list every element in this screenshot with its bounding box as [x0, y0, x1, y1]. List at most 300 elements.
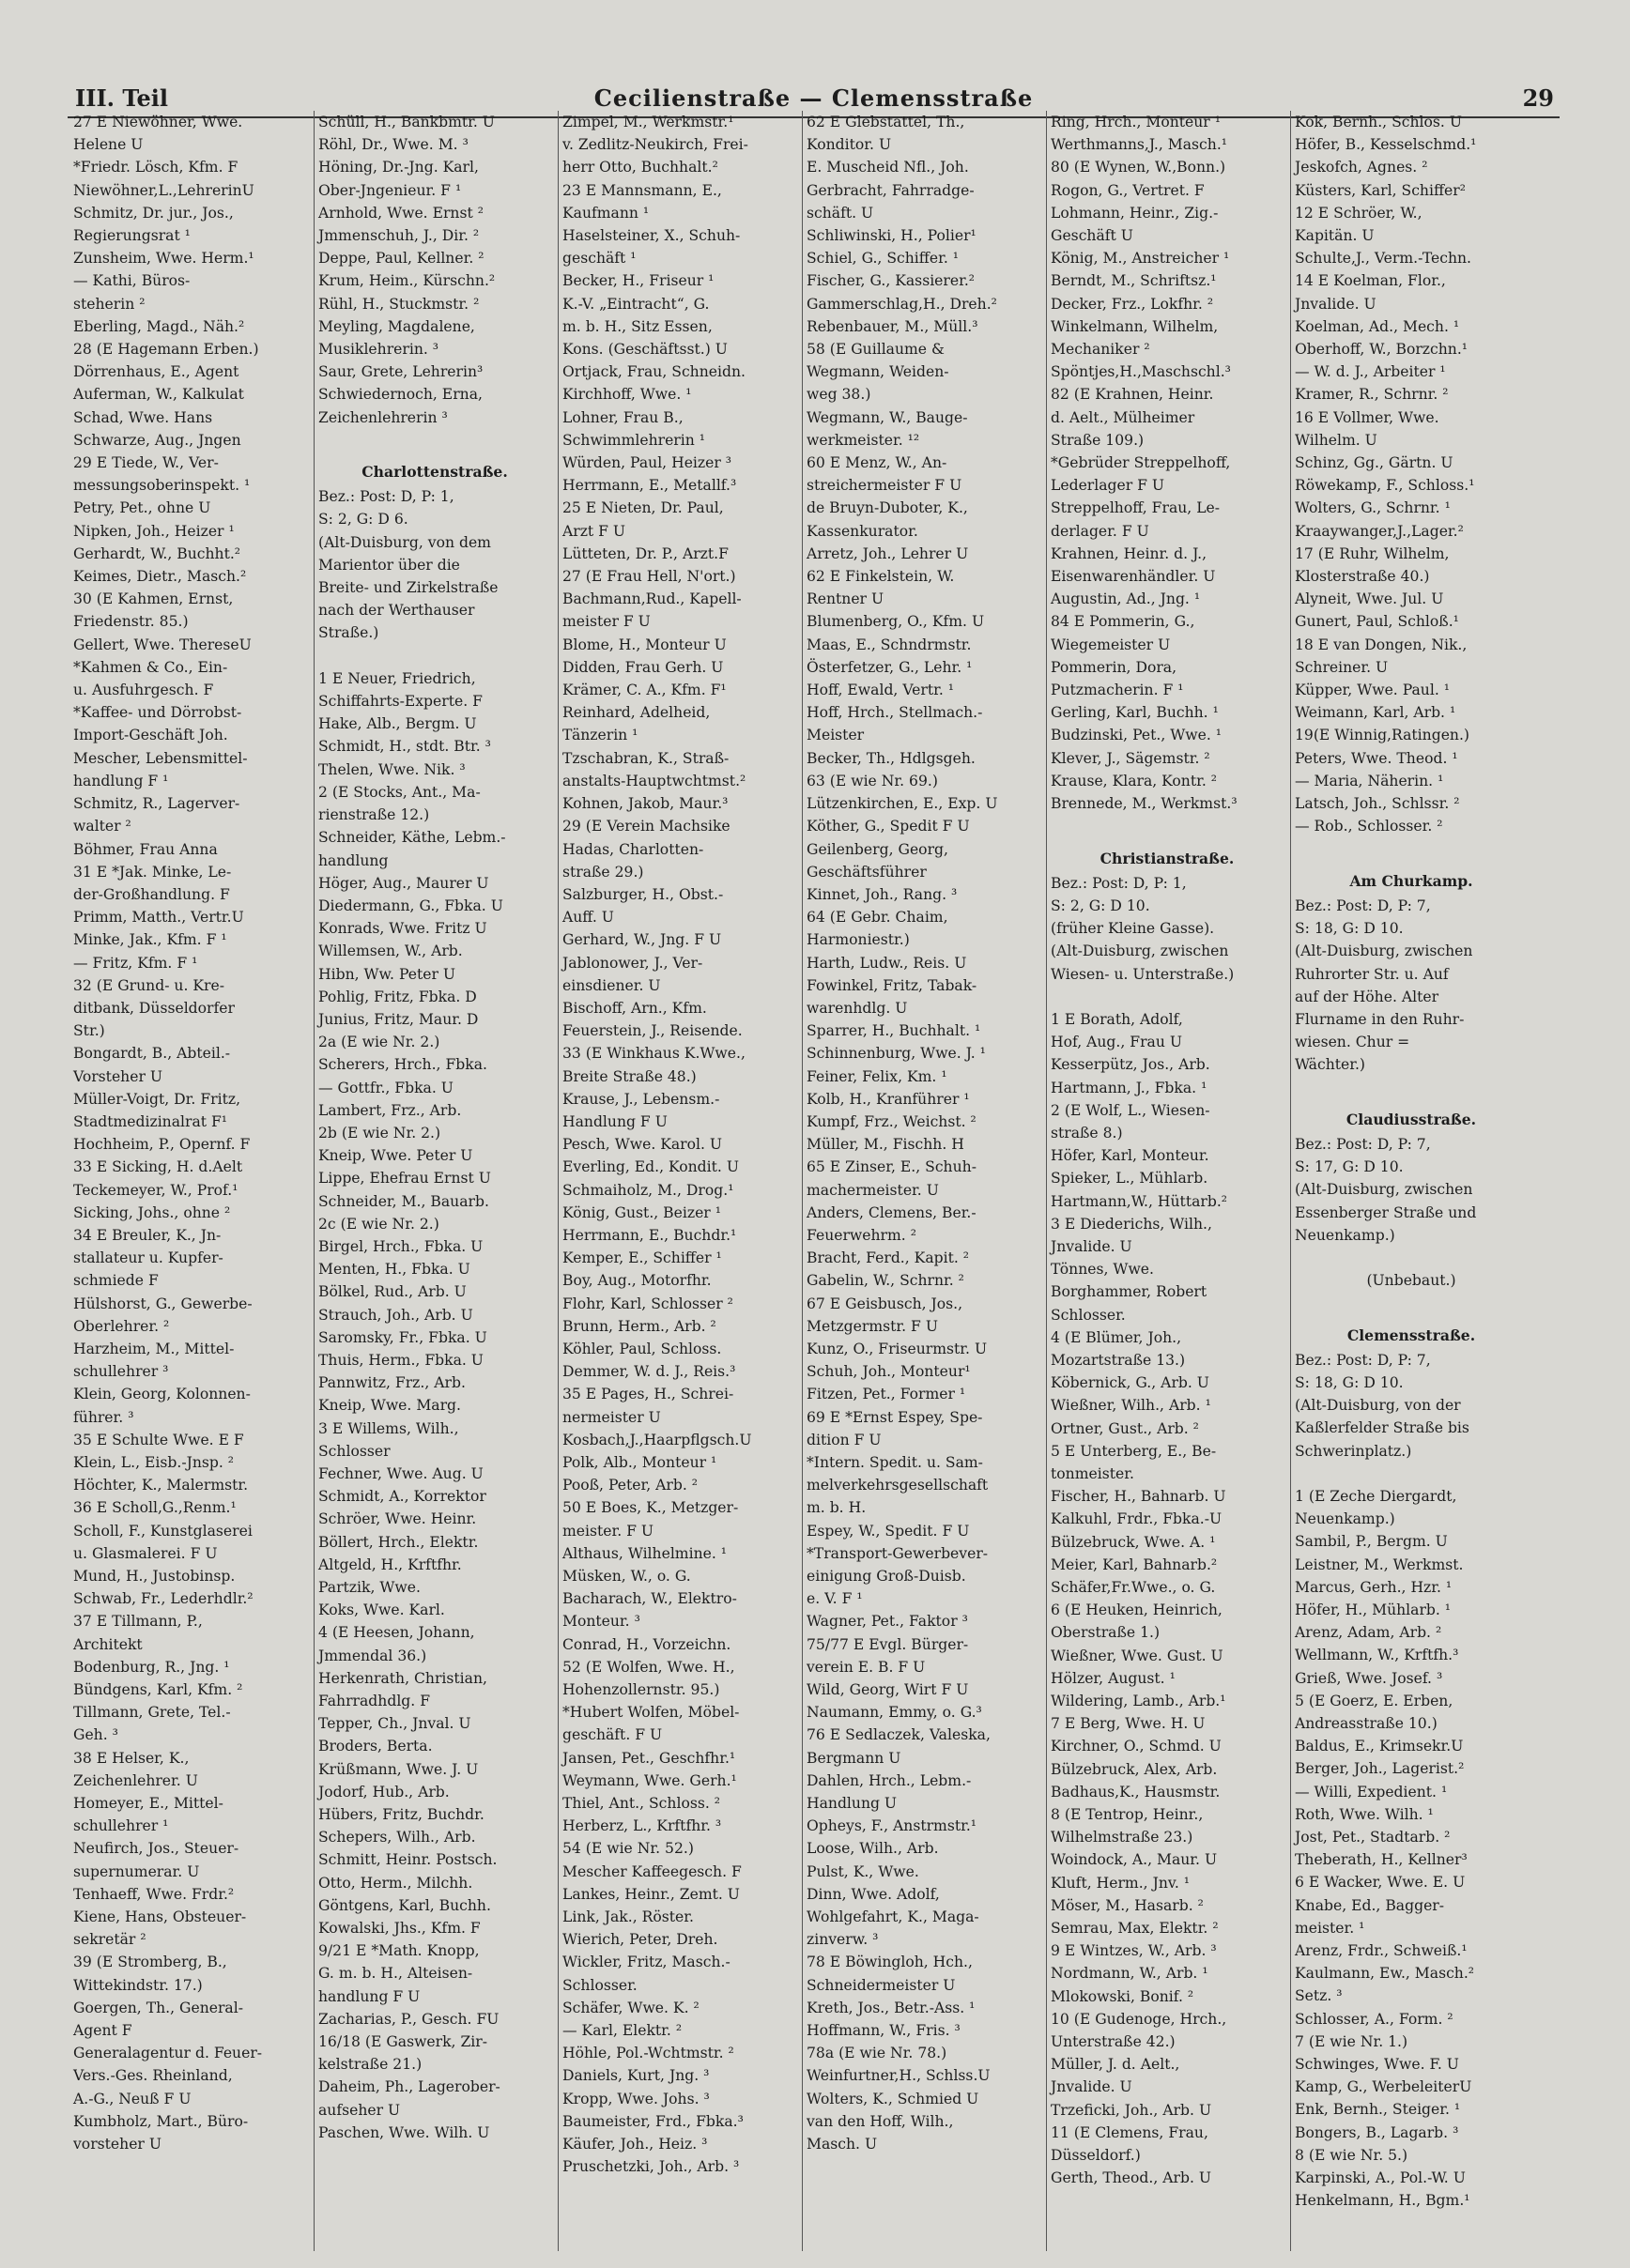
- directory-entry-line: Espey, W., Spedit. F U: [807, 1522, 970, 1540]
- directory-entry-line: Thiel, Ant., Schloss. ²: [562, 1795, 721, 1813]
- directory-entry-line: Bez.: Post: D, P: 1,: [318, 488, 454, 506]
- directory-entry-line: Bez.: Post: D, P: 7,: [1295, 1135, 1431, 1153]
- directory-entry-line: Wierich, Peter, Dreh.: [562, 1931, 718, 1949]
- directory-entry-line: S: 17, G: D 10.: [1295, 1158, 1404, 1176]
- directory-entry-line: Hake, Alb., Bergm. U: [318, 715, 477, 733]
- directory-entry-line: Budzinski, Pet., Wwe. ¹: [1051, 727, 1222, 744]
- directory-entry-line: Möser, M., Hasarb. ²: [1051, 1896, 1204, 1914]
- directory-entry-line: 3 E Willems, Wilh.,: [318, 1419, 459, 1437]
- directory-entry-line: Kaßlerfelder Straße bis: [1295, 1419, 1469, 1437]
- directory-entry-line: Bez.: Post: D, P: 7,: [1295, 896, 1431, 914]
- directory-entry-line: 27 (E Frau Hell, N'ort.): [562, 568, 736, 586]
- directory-entry-line: 28 (E Hagemann Erben.): [73, 341, 259, 359]
- directory-entry-line: Geschäft U: [1051, 227, 1133, 245]
- directory-entry-line: Kirchhoff, Wwe. ¹: [562, 386, 692, 404]
- directory-entry-line: Trzeficki, Joh., Arb. U: [1051, 2101, 1212, 2119]
- directory-entry-line: Jnvalide. U: [1051, 1237, 1132, 1255]
- directory-entry-line: Mund, H., Justobinsp.: [73, 1568, 236, 1585]
- directory-entry-line: Müsken, W., o. G.: [562, 1568, 691, 1585]
- directory-entry-line: Krause, Klara, Kontr. ²: [1051, 772, 1218, 789]
- directory-entry-line: Gerbracht, Fahrradge-: [807, 181, 975, 199]
- directory-entry-line: Breite- und Zirkelstraße: [318, 579, 499, 597]
- directory-entry-line: Gerhardt, W., Buchht.²: [73, 544, 241, 562]
- directory-entry-line: Didden, Frau Gerh. U: [562, 658, 724, 676]
- directory-entry-line: Hoff, Ewald, Vertr. ¹: [807, 682, 955, 699]
- directory-entry-line: schullehrer ³: [73, 1363, 169, 1381]
- directory-entry-line: Sparrer, H., Buchhalt. ¹: [807, 1022, 981, 1040]
- directory-entry-line: 3 E Diederichs, Wilh.,: [1051, 1215, 1212, 1233]
- directory-entry-line: S: 18, G: D 10.: [1295, 920, 1404, 938]
- directory-entry-line: Wilhelm. U: [1295, 431, 1377, 449]
- street-range-title: Cecilienstraße — Clemensstraße: [593, 84, 1034, 112]
- directory-entry-line: Gunert, Paul, Schloß.¹: [1295, 613, 1459, 631]
- directory-entry-line: Ortner, Gust., Arb. ²: [1051, 1419, 1199, 1437]
- directory-entry-line: Pannwitz, Frz., Arb.: [318, 1374, 466, 1392]
- directory-entry-line: Setz. ³: [1295, 1987, 1343, 2005]
- directory-entry-line: Käufer, Joh., Heiz. ³: [562, 2136, 708, 2153]
- directory-entry-line: Kapitän. U: [1295, 227, 1375, 245]
- directory-entry-line: 37 E Tillmann, P.,: [73, 1613, 203, 1631]
- directory-entry-line: 54 (E wie Nr. 52.): [562, 1840, 694, 1858]
- part-label: III. Teil: [75, 84, 168, 112]
- directory-entry-line: Marientor über die: [318, 556, 460, 574]
- directory-entry-line: Unterstraße 42.): [1051, 2033, 1176, 2051]
- directory-entry-line: verein E. B. F U: [807, 1658, 926, 1676]
- directory-entry-line: Kneip, Wwe. Marg.: [318, 1397, 461, 1415]
- directory-entry-line: — Willi, Expedient. ¹: [1295, 1783, 1448, 1801]
- directory-entry-line: Wohlgefahrt, K., Maga-: [807, 1908, 979, 1926]
- directory-entry-line: — Kathi, Büros-: [73, 272, 191, 290]
- directory-entry-line: Thelen, Wwe. Nik. ³: [318, 760, 466, 778]
- directory-entry-line: (Alt-Duisburg, zwischen: [1051, 942, 1229, 960]
- directory-entry-line: 14 E Koelman, Flor.,: [1295, 272, 1446, 290]
- directory-entry-line: Brennede, M., Werkmst.³: [1051, 795, 1238, 813]
- directory-entry-line: Schwiedernoch, Erna,: [318, 386, 483, 404]
- directory-entry-line: Zunsheim, Wwe. Herm.¹: [73, 250, 254, 268]
- directory-entry-line: Bongers, B., Lagarb. ³: [1295, 2123, 1459, 2141]
- directory-entry-line: Lederlager F U: [1051, 477, 1165, 495]
- directory-entry-line: Zeichenlehrer. U: [73, 1771, 198, 1789]
- directory-entry-line: Musiklehrerin. ³: [318, 341, 439, 359]
- directory-entry-line: Haselsteiner, X., Schuh-: [562, 227, 741, 245]
- directory-entry-line: 16/18 (E Gaswerk, Zir-: [318, 2033, 488, 2051]
- directory-entry-line: Polk, Alb., Monteur ¹: [562, 1453, 717, 1471]
- directory-entry-line: 6 (E Heuken, Heinrich,: [1051, 1601, 1222, 1619]
- directory-entry-line: — W. d. J., Arbeiter ¹: [1295, 363, 1446, 381]
- directory-entry-line: Lützenkirchen, E., Exp. U: [807, 795, 998, 813]
- directory-entry-line: Altgeld, H., Krftfhr.: [318, 1555, 462, 1573]
- directory-entry-line: Weinfurtner,H., Schlss.U: [807, 2067, 991, 2085]
- directory-entry-line: Kneip, Wwe. Peter U: [318, 1147, 473, 1165]
- directory-entry-line: König, M., Anstreicher ¹: [1051, 250, 1230, 268]
- directory-entry-line: Schwarze, Aug., Jngen: [73, 431, 241, 449]
- directory-entry-line: 65 E Zinser, E., Schuh-: [807, 1158, 976, 1176]
- directory-entry-line: Arzt F U: [562, 522, 626, 540]
- directory-entry-line: Neufirch, Jos., Steuer-: [73, 1840, 239, 1858]
- directory-entry-line: weg 38.): [807, 386, 871, 404]
- spacer: [1047, 815, 1284, 837]
- directory-entry-line: Andreasstraße 10.): [1295, 1715, 1438, 1733]
- directory-entry-line: stallateur u. Kupfer-: [73, 1249, 223, 1267]
- directory-entry-line: Bergmann U: [807, 1749, 901, 1767]
- directory-entry-line: Peters, Wwe. Theod. ¹: [1295, 749, 1458, 767]
- directory-entry-line: 1 (E Zeche Diergardt,: [1295, 1487, 1457, 1505]
- directory-entry-line: u. Glasmalerei. F U: [73, 1544, 218, 1562]
- directory-entry-line: Augustin, Ad., Jng. ¹: [1051, 590, 1201, 608]
- directory-entry-line: Schlosser, A., Form. ²: [1295, 2010, 1453, 2028]
- directory-entry-line: Wießner, Wilh., Arb. ¹: [1051, 1397, 1211, 1415]
- directory-entry-line: Handlung F U: [562, 1112, 668, 1130]
- directory-entry-line: Wolters, G., Schrnr. ¹: [1295, 499, 1451, 517]
- directory-entry-line: Kosbach,J.,Haarpflgsch.U: [562, 1431, 752, 1448]
- directory-entry-line: tonmeister.: [1051, 1464, 1134, 1482]
- directory-entry-line: 50 E Boes, K., Metzger-: [562, 1499, 739, 1517]
- directory-entry-line: Rühl, H., Stuckmstr. ²: [318, 295, 480, 313]
- directory-entry-line: Winkelmann, Wilhelm,: [1051, 317, 1219, 335]
- directory-entry-line: Spieker, L., Mühlarb.: [1051, 1170, 1208, 1188]
- directory-entry-line: Krüßmann, Wwe. J. U: [318, 1760, 479, 1778]
- directory-entry-line: Kalkuhl, Frdr., Fbka.-U: [1051, 1510, 1222, 1528]
- directory-entry-line: Schwab, Fr., Lederhdlr.²: [73, 1590, 254, 1608]
- directory-entry-line: Kumpf, Frz., Weichst. ²: [807, 1112, 976, 1130]
- street-heading: Christianstraße.: [1099, 849, 1235, 867]
- directory-entry-line: 8 (E Tentrop, Heinr.,: [1051, 1806, 1204, 1824]
- directory-entry-line: Leistner, M., Werkmst.: [1295, 1555, 1464, 1573]
- directory-entry-line: (Alt-Duisburg, von dem: [318, 533, 491, 551]
- directory-entry-line: zinverw. ³: [807, 1931, 879, 1949]
- directory-entry-line: Tenhaeff, Wwe. Frdr.²: [73, 1885, 235, 1903]
- directory-entry-line: *Kahmen & Co., Ein-: [73, 658, 228, 676]
- column-1: [69, 111, 306, 2251]
- directory-entry-line: schmiede F: [73, 1272, 159, 1290]
- directory-entry-line: Berger, Joh., Lagerist.²: [1295, 1760, 1465, 1778]
- directory-entry-line: Becker, H., Friseur ¹: [562, 272, 715, 290]
- directory-entry-line: Schneider, Käthe, Lebm.-: [318, 829, 506, 847]
- directory-entry-line: Ortjack, Frau, Schneidn.: [562, 363, 746, 381]
- directory-entry-line: Nipken, Joh., Heizer ¹: [73, 522, 235, 540]
- directory-entry-line: Masch. U: [807, 2136, 878, 2153]
- directory-entry-line: Wickler, Fritz, Masch.-: [562, 1954, 730, 1971]
- directory-entry-line: Willemsen, W., Arb.: [318, 942, 463, 960]
- directory-entry-line: Althaus, Wilhelmine. ¹: [562, 1544, 728, 1562]
- directory-entry-line: Krum, Heim., Kürschn.²: [318, 272, 496, 290]
- directory-entry-line: Daheim, Ph., Lagerober-: [318, 2078, 500, 2096]
- directory-entry-line: 5 E Unterberg, E., Be-: [1051, 1442, 1217, 1460]
- directory-entry-line: Meier, Karl, Bahnarb.²: [1051, 1555, 1218, 1573]
- directory-entry-line: Köbernick, G., Arb. U: [1051, 1374, 1209, 1392]
- directory-entry-line: Fechner, Wwe. Aug. U: [318, 1464, 484, 1482]
- directory-entry-line: Fischer, H., Bahnarb. U: [1051, 1488, 1226, 1506]
- directory-entry-line: geschäft ¹: [562, 250, 637, 268]
- directory-entry-line: nach der Werthauser: [318, 602, 475, 620]
- directory-entry-line: Rentner U: [807, 590, 884, 608]
- directory-entry-line: Jmmendal 36.): [318, 1647, 427, 1664]
- directory-entry-line: Menten, H., Fbka. U: [318, 1261, 470, 1279]
- directory-entry-line: Karpinski, A., Pol.-W. U: [1295, 2169, 1466, 2187]
- column-2: [314, 111, 551, 2251]
- directory-entry-line: Oberhoff, W., Borzchn.¹: [1295, 341, 1469, 359]
- directory-entry-line: Arretz, Joh., Lehrer U: [807, 544, 969, 562]
- spacer: [1291, 1292, 1528, 1314]
- directory-entry-line: schäft. U: [807, 204, 874, 222]
- directory-entry-line: Junius, Fritz, Maur. D: [318, 1010, 479, 1028]
- directory-entry-line: Höger, Aug., Maurer U: [318, 874, 489, 892]
- directory-entry-line: handlung: [318, 851, 389, 869]
- directory-entry-line: Roth, Wwe. Wilh. ¹: [1295, 1805, 1434, 1823]
- directory-entry-line: dition F U: [807, 1431, 882, 1448]
- directory-entry-line: Geschäftsführer: [807, 863, 927, 881]
- directory-entry-line: Müller, M., Fischh. H: [807, 1136, 964, 1154]
- directory-entry-line: Würden, Paul, Heizer ³: [562, 454, 732, 472]
- directory-entry-line: Schwimmlehrerin ¹: [562, 431, 706, 449]
- directory-entry-line: 78 E Böwingloh, Hch.,: [807, 1954, 973, 1971]
- spacer: [315, 645, 551, 667]
- directory-entry-line: anstalts-Hauptwchtmst.²: [562, 772, 746, 789]
- directory-entry-line: Jablonower, J., Ver-: [562, 954, 703, 972]
- spacer: [1291, 1463, 1528, 1485]
- directory-entry-line: Kaulmann, Ew., Masch.²: [1295, 1965, 1475, 1983]
- page-number: 29: [1522, 84, 1554, 112]
- directory-entry-line: 29 E Tiede, W., Ver-: [73, 454, 219, 472]
- directory-entry-line: Kumbholz, Mart., Büro-: [73, 2112, 249, 2130]
- directory-entry-line: Petry, Pet., ohne U: [73, 499, 211, 517]
- directory-entry-line: wiesen. Chur =: [1295, 1034, 1410, 1051]
- directory-entry-line: Mozartstraße 13.): [1051, 1351, 1186, 1369]
- directory-entry-line: *Friedr. Lösch, Kfm. F: [73, 159, 238, 176]
- directory-entry-line: Konditor. U: [807, 136, 892, 154]
- directory-entry-line: Vers.-Ges. Rheinland,: [73, 2067, 233, 2085]
- street-heading: Claudiusstraße.: [1346, 1110, 1477, 1128]
- directory-entry-line: Müller-Voigt, Dr. Fritz,: [73, 1090, 241, 1108]
- directory-entry-line: Schinnenburg, Wwe. J. ¹: [807, 1045, 986, 1063]
- directory-entry-line: Wagner, Pet., Faktor ³: [807, 1613, 968, 1631]
- directory-entry-line: Krämer, C. A., Kfm. F¹: [562, 682, 727, 699]
- directory-entry-line: Maas, E., Schndrmstr.: [807, 636, 972, 653]
- directory-entry-line: Jmmenschuh, J., Dir. ²: [318, 227, 480, 245]
- directory-entry-line: Höning, Dr.-Jng. Karl,: [318, 159, 479, 176]
- directory-entry-line: Wiesen- u. Unterstraße.): [1051, 965, 1235, 983]
- directory-entry-line: 16 E Vollmer, Wwe.: [1295, 408, 1439, 426]
- directory-entry-line: Henkelmann, H., Bgm.¹: [1295, 2192, 1470, 2210]
- directory-entry-line: Knabe, Ed., Bagger-: [1295, 1896, 1445, 1914]
- directory-entry-line: de Bruyn-Duboter, K.,: [807, 499, 968, 517]
- directory-entry-line: Rogon, G., Vertret. F: [1051, 181, 1205, 199]
- directory-entry-line: führer. ³: [73, 1408, 134, 1426]
- directory-entry-line: Monteur. ³: [562, 1613, 640, 1631]
- directory-entry-line: Enk, Bernh., Steiger. ¹: [1295, 2101, 1461, 2119]
- directory-entry-line: Harth, Ludw., Reis. U: [807, 954, 967, 972]
- directory-entry-line: 62 E Glebstattel, Th.,: [807, 114, 965, 130]
- directory-entry-line: Kemper, E., Schiffer ¹: [562, 1249, 722, 1267]
- directory-entry-line: 5 (E Goerz, E. Erben,: [1295, 1692, 1453, 1709]
- directory-entry-line: supernumerar. U: [73, 1862, 200, 1880]
- directory-entry-line: A.-G., Neuß F U: [73, 2090, 192, 2107]
- directory-entry-line: 19(E Winnig,Ratingen.): [1295, 727, 1470, 744]
- directory-entry-line: Putzmacherin. F ¹: [1051, 682, 1184, 699]
- directory-entry-line: Kinnet, Joh., Rang. ³: [807, 885, 958, 903]
- directory-entry-line: 38 E Helser, K.,: [73, 1749, 190, 1767]
- directory-entry-line: Baumeister, Frd., Fbka.³: [562, 2112, 744, 2130]
- directory-entry-line: — Gottfr., Fbka. U: [318, 1079, 454, 1096]
- directory-entry-line: 62 E Finkelstein, W.: [807, 568, 955, 586]
- directory-entry-line: Ruhrorter Str. u. Auf: [1295, 965, 1449, 983]
- directory-entry-line: meister. ¹: [1295, 1919, 1365, 1937]
- directory-entry-line: Sambil, P., Bergm. U: [1295, 1533, 1448, 1551]
- directory-entry-line: Hartmann,W., Hüttarb.²: [1051, 1192, 1228, 1210]
- directory-entry-line: straße 29.): [562, 863, 644, 881]
- directory-entry-line: Wild, Georg, Wirt F U: [807, 1681, 969, 1699]
- directory-entry-line: Gerth, Theod., Arb. U: [1051, 2169, 1212, 2187]
- directory-entry-line: 75/77 E Evgl. Bürger-: [807, 1635, 969, 1653]
- directory-entry-line: Becker, Th., Hdlgsgeh.: [807, 749, 976, 767]
- directory-entry-line: Herrmann, E., Metallf.³: [562, 477, 737, 495]
- directory-entry-line: d. Aelt., Mülheimer: [1051, 408, 1195, 426]
- directory-entry-line: Blome, H., Monteur U: [562, 636, 727, 653]
- directory-entry-line: Geh. ³: [73, 1726, 118, 1744]
- directory-entry-line: Bischoff, Arn., Kfm.: [562, 999, 707, 1017]
- directory-entry-line: Kons. (Geschäftsst.) U: [562, 341, 728, 359]
- directory-entry-line: 30 (E Kahmen, Ernst,: [73, 590, 234, 608]
- directory-entry-line: warenhdlg. U: [807, 999, 908, 1017]
- directory-entry-line: Salzburger, H., Obst.-: [562, 885, 724, 903]
- directory-entry-line: — Rob., Schlosser. ²: [1295, 818, 1443, 835]
- directory-entry-line: Gerhard, W., Jng. F U: [562, 931, 722, 949]
- directory-entry-line: Flohr, Karl, Schlosser ²: [562, 1295, 733, 1312]
- directory-entry-line: *Hubert Wolfen, Möbel-: [562, 1704, 740, 1722]
- directory-entry-line: Böllert, Hrch., Elektr.: [318, 1533, 479, 1551]
- directory-entry-line: Ring, Hrch., Monteur ¹: [1051, 114, 1221, 130]
- directory-entry-line: Hohenzollernstr. 95.): [562, 1681, 720, 1699]
- directory-entry-line: Kowalski, Jhs., Kfm. F: [318, 1920, 481, 1938]
- directory-entry-line: Höhle, Pol.-Wchtmstr. ²: [562, 2045, 734, 2062]
- directory-entry-line: 63 (E wie Nr. 69.): [807, 772, 938, 789]
- directory-entry-line: Tillmann, Grete, Tel.-: [73, 1704, 231, 1722]
- directory-entry-line: Schliwinski, H., Polier¹: [807, 227, 976, 245]
- directory-entry-line: 60 E Menz, W., An-: [807, 454, 947, 472]
- directory-entry-line: der-Großhandlung. F: [73, 885, 230, 903]
- directory-entry-line: Schiffahrts-Experte. F: [318, 693, 483, 711]
- directory-entry-line: Bachmann,Rud., Kapell-: [562, 590, 742, 608]
- directory-entry-line: Auff. U: [562, 909, 614, 927]
- directory-entry-line: Daniels, Kurt, Jng. ³: [562, 2067, 710, 2085]
- directory-entry-line: Hölzer, August. ¹: [1051, 1669, 1176, 1687]
- directory-note: (Unbebaut.): [1366, 1272, 1456, 1290]
- directory-entry-line: Link, Jak., Röster.: [562, 1908, 694, 1926]
- directory-entry-line: Bez.: Post: D, P: 1,: [1051, 874, 1187, 892]
- directory-entry-line: Müller, J. d. Aelt.,: [1051, 2056, 1180, 2074]
- directory-entry-line: 31 E *Jak. Minke, Le-: [73, 863, 232, 881]
- directory-entry-line: Kirchner, O., Schmd. U: [1051, 1738, 1222, 1755]
- directory-entry-line: Oberstraße 1.): [1051, 1624, 1161, 1642]
- directory-entry-line: Kesserpütz, Jos., Arb.: [1051, 1056, 1210, 1074]
- directory-entry-line: Arenz, Frdr., Schweiß.¹: [1295, 1942, 1468, 1960]
- directory-entry-line: Tepper, Ch., Jnval. U: [318, 1715, 471, 1733]
- directory-entry-line: 18 E van Dongen, Nik.,: [1295, 636, 1468, 653]
- directory-entry-line: Zacharias, P., Gesch. FU: [318, 2010, 500, 2028]
- directory-entry-line: 1 E Neuer, Friedrich,: [318, 669, 476, 687]
- directory-entry-line: Mescher, Lebensmittel-: [73, 749, 248, 767]
- directory-entry-line: 6 E Wacker, Wwe. E. U: [1295, 1874, 1466, 1892]
- directory-entry-line: Mlokowski, Bonif. ²: [1051, 1987, 1194, 2005]
- directory-entry-line: Harzheim, M., Mittel-: [73, 1340, 235, 1357]
- directory-entry-line: Jodorf, Hub., Arb.: [318, 1783, 450, 1801]
- directory-entry-line: Opheys, F., Anstrmstr.¹: [807, 1817, 977, 1835]
- directory-entry-line: Pruschetzki, Joh., Arb. ³: [562, 2158, 740, 2176]
- directory-entry-line: 34 E Breuler, K., Jn-: [73, 1226, 222, 1244]
- directory-entry-line: Schepers, Wilh., Arb.: [318, 1829, 476, 1847]
- directory-entry-line: Hartmann, J., Fbka. ¹: [1051, 1079, 1207, 1096]
- directory-entry-line: Auferman, W., Kalkulat: [73, 386, 244, 404]
- directory-entry-line: Herberz, L., Krftfhr. ³: [562, 1817, 722, 1835]
- directory-entry-line: Berndt, M., Schriftsz.¹: [1051, 272, 1217, 290]
- directory-entry-line: 25 E Nieten, Dr. Paul,: [562, 499, 724, 517]
- directory-entry-line: Hübers, Fritz, Buchdr.: [318, 1806, 484, 1824]
- directory-entry-line: Bülzebruck, Alex, Arb.: [1051, 1760, 1218, 1778]
- directory-entry-line: *Transport-Gewerbever-: [807, 1544, 989, 1562]
- directory-entry-line: Semrau, Max, Elektr. ²: [1051, 1920, 1219, 1938]
- directory-entry-line: Sicking, Johs., ohne ²: [73, 1203, 231, 1221]
- directory-entry-line: meister. F U: [562, 1522, 654, 1540]
- directory-entry-line: Partzik, Wwe.: [318, 1579, 421, 1596]
- directory-entry-line: Birgel, Hrch., Fbka. U: [318, 1237, 484, 1255]
- directory-entry-line: Schröer, Wwe. Heinr.: [318, 1510, 477, 1528]
- directory-entry-line: kelstraße 21.): [318, 2056, 423, 2074]
- directory-entry-line: Loose, Wilh., Arb.: [807, 1840, 939, 1858]
- directory-entry-line: Lambert, Frz., Arb.: [318, 1101, 462, 1119]
- directory-entry-line: Küsters, Karl, Schiffer²: [1295, 181, 1466, 199]
- directory-entry-line: Woindock, A., Maur. U: [1051, 1851, 1218, 1869]
- directory-entry-line: Kamp, G., WerbeleiterU: [1295, 2078, 1472, 2096]
- street-heading: Am Churkamp.: [1349, 871, 1473, 890]
- directory-entry-line: Kiene, Hans, Obsteuer-: [73, 1908, 247, 1926]
- directory-entry-line: Schneider, M., Bauarb.: [318, 1192, 489, 1210]
- directory-entry-line: Krahnen, Heinr. d. J.,: [1051, 544, 1207, 562]
- directory-entry-line: Keimes, Dietr., Masch.²: [73, 568, 247, 586]
- street-heading: Charlottenstraße.: [361, 463, 508, 482]
- directory-entry-line: Österfetzer, G., Lehr. ¹: [807, 658, 973, 676]
- directory-entry-line: 9/21 E *Math. Knopp,: [318, 1942, 480, 1960]
- spacer: [315, 429, 551, 452]
- directory-entry-line: 27 E Niewöhner, Wwe.: [73, 114, 243, 130]
- directory-entry-line: streichermeister F U: [807, 477, 962, 495]
- directory-entry-line: Düsseldorf.): [1051, 2147, 1141, 2165]
- directory-entry-line: Kramer, R., Schrnr. ²: [1295, 386, 1449, 404]
- directory-entry-line: ditbank, Düsseldorfer: [73, 999, 235, 1017]
- spacer: [1291, 838, 1528, 861]
- directory-entry-line: Regierungsrat ¹: [73, 227, 191, 245]
- directory-entry-line: Jnvalide. U: [1051, 2078, 1132, 2096]
- directory-entry-line: Hülshorst, G., Gewerbe-: [73, 1295, 253, 1312]
- directory-entry-line: Köther, G., Spedit F U: [807, 818, 970, 835]
- spacer: [1047, 986, 1284, 1008]
- directory-entry-line: Borghammer, Robert: [1051, 1283, 1207, 1301]
- directory-entry-line: Dinn, Wwe. Adolf,: [807, 1885, 940, 1903]
- directory-entry-line: Schinz, Gg., Gärtn. U: [1295, 454, 1453, 472]
- directory-entry-line: Hoffmann, W., Fris. ³: [807, 2022, 961, 2040]
- directory-entry-line: Wiegemeister U: [1051, 636, 1171, 653]
- directory-entry-line: — Karl, Elektr. ²: [562, 2022, 683, 2040]
- directory-entry-line: Arnhold, Wwe. Ernst ²: [318, 204, 484, 222]
- directory-entry-line: Herrmann, E., Buchdr.¹: [562, 1226, 737, 1244]
- directory-entry-line: (Alt-Duisburg, von der: [1295, 1397, 1461, 1415]
- spacer: [1291, 1077, 1528, 1099]
- directory-entry-line: Schmitt, Heinr. Postsch.: [318, 1851, 498, 1869]
- directory-entry-line: Essenberger Straße und: [1295, 1203, 1477, 1221]
- directory-entry-line: 4 (E Heesen, Johann,: [318, 1624, 475, 1642]
- directory-entry-line: 64 (E Gebr. Chaim,: [807, 909, 948, 927]
- directory-entry-line: 84 E Pommerin, G.,: [1051, 613, 1195, 631]
- directory-entry-line: Feuerstein, J., Reisende.: [562, 1022, 743, 1040]
